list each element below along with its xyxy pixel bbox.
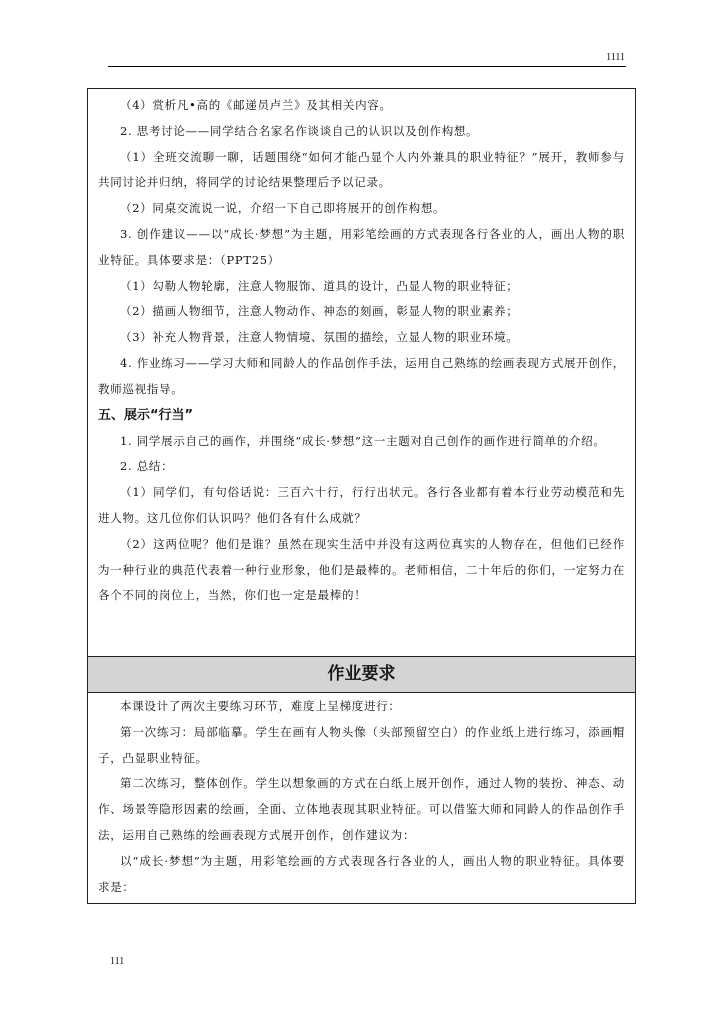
homework-requirements-cell xyxy=(88,693,635,903)
paragraph: 3. 创作建议——以“成长·梦想”为主题，用彩笔绘画的方式表现各行各业的人，画出人物的职业特征。具体要求是：（PPT25） xyxy=(98,226,625,267)
paragraph: 4. 作业练习——学习大师和同龄人的作品创作手法，运用自己熟练的绘画表现方式展开创作，教师巡视指导。 xyxy=(98,355,625,396)
paragraph: 1. 同学展示自己的画作，并围绕“成长·梦想”这一主题对自己创作的画作进行简单的介绍。 xyxy=(120,433,606,448)
section-heading: 五、展示“行当” xyxy=(98,407,194,423)
paragraph: 2. 总结： xyxy=(120,459,174,474)
lesson-table xyxy=(87,88,636,904)
header-page-number: 1111 xyxy=(606,52,625,63)
header-rule xyxy=(108,66,626,67)
paragraph: （2）同桌交流说一说，介绍一下自己即将展开的创作构想。 xyxy=(120,201,446,216)
paragraph: （2）这两位呢？他们是谁？虽然在现实生活中并没有这两位真实的人物存在，但他们已经作为一种行业的典范代表着一种行业形象，他们是最棒的。老师相信，二十年后的你们，一定努力在各个不同的岗位上，当然，你们也一定是最棒的！ xyxy=(98,536,625,603)
paragraph: 本课设计了两次主要练习环节，难度上呈梯度进行： xyxy=(120,699,401,713)
paragraph: 第一次练习：局部临摹。学生在画有人物头像（头部预留空白）的作业纸上进行练习，添画帽子，凸显职业特征。 xyxy=(98,724,625,765)
paragraph: 以“成长·梦想”为主题，用彩笔绘画的方式表现各行各业的人，画出人物的职业特征。具体要求是： xyxy=(98,853,625,894)
paragraph: （1）同学们，有句俗话说：三百六十行，行行出状元。各行各业都有着本行业劳动模范和先进人物。这几位你们认识吗？他们各有什么成就？ xyxy=(98,485,625,525)
paragraph: （4）赏析凡•高的《邮递员卢兰》及其相关内容。 xyxy=(120,98,392,112)
teaching-process-cell xyxy=(88,89,635,656)
footer-page-number: 111 xyxy=(110,956,125,967)
homework-requirements-header: 作业要求 xyxy=(88,656,635,693)
paragraph: （3）补充人物背景，注意人物情境、氛围的描绘，立显人物的职业环境。 xyxy=(120,330,519,345)
paragraph: （2）描画人物细节，注意人物动作、神态的刻画，彰显人物的职业素养； xyxy=(120,304,519,319)
paragraph: （1）勾勒人物轮廓，注意人物服饰、道具的设计，凸显人物的职业特征； xyxy=(120,278,519,293)
paragraph: 2. 思考讨论——同学结合名家名作谈谈自己的认识以及创作构想。 xyxy=(120,123,479,138)
paragraph: 第二次练习，整体创作。学生以想象画的方式在白纸上展开创作，通过人物的装扮、神态、动作、场景等隐形因素的绘画，全面、立体地表现其职业特征。可以借鉴大师和同龄人的作品创作手法，运用自己熟练的绘画表现方式展开创作，创作建议为： xyxy=(98,776,625,842)
paragraph: （1）全班交流聊一聊，话题围绕“如何才能凸显个人内外兼具的职业特征？”展开，教师参与共同讨论并归纳，将同学的讨论结果整理后予以记录。 xyxy=(98,149,625,190)
